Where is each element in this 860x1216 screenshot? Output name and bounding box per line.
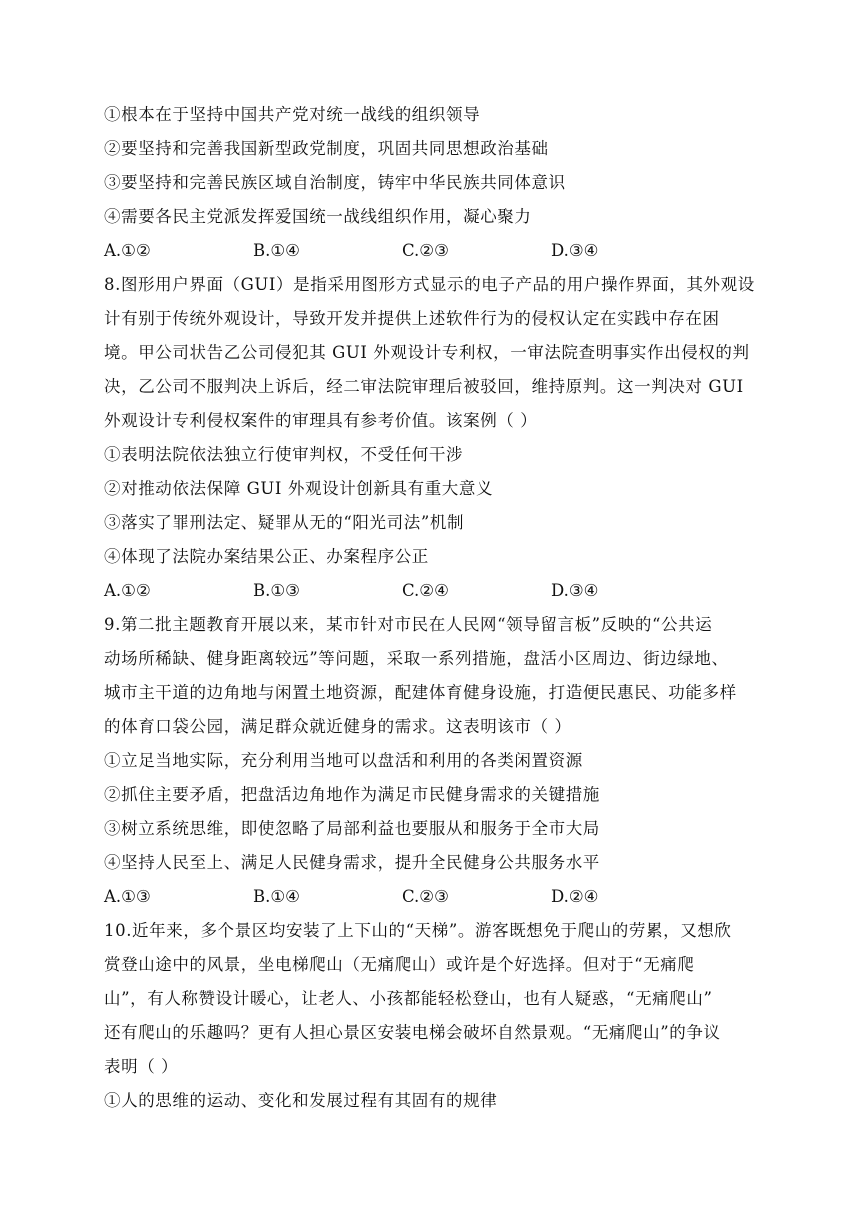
q9-stem-line-4: 的体育口袋公园，满足群众就近健身的需求。这表明该市（ ） bbox=[104, 717, 572, 736]
q9-option-a: A.①③ bbox=[104, 887, 151, 906]
q8-stem-line-1: 8.图形用户界面（GUI）是指采用图形方式显示的电子产品的用户操作界面，其外观设 bbox=[104, 275, 755, 294]
q8-stem-line-4: 决，乙公司不服判决上诉后，经二审法院审理后被驳回，维持原判。这一判决对 GUI bbox=[104, 377, 744, 396]
q8-statement-2: ②对推动依法保障 GUI 外观设计创新具有重大意义 bbox=[104, 479, 494, 498]
q8-option-d: D.③④ bbox=[551, 581, 599, 600]
q7-option-c: C.②③ bbox=[402, 241, 449, 260]
q9-statement-4: ④坚持人民至上、满足人民健身需求，提升全民健身公共服务水平 bbox=[104, 853, 600, 872]
q7-statement-4: ④需要各民主党派发挥爱国统一战线组织作用，凝心聚力 bbox=[104, 207, 532, 226]
q7-option-d: D.③④ bbox=[551, 241, 599, 260]
q8-options bbox=[104, 574, 776, 608]
q7-option-a: A.①② bbox=[104, 241, 151, 260]
q7-statement-2: ②要坚持和完善我国新型政党制度，巩固共同思想政治基础 bbox=[104, 139, 549, 158]
q9-statement-3: ③树立系统思维，即使忽略了局部利益也要服从和服务于全市大局 bbox=[104, 819, 600, 838]
q7-options bbox=[104, 234, 776, 268]
q8-option-c: C.②④ bbox=[402, 581, 449, 600]
q9-stem-line-3: 城市主干道的边角地与闲置土地资源，配建体育健身设施，打造便民惠民、功能多样 bbox=[104, 683, 737, 702]
q9-option-b: B.①④ bbox=[253, 887, 300, 906]
q8-statement-1: ①表明法院依法独立行使审判权，不受任何干涉 bbox=[104, 445, 464, 464]
q7-statement-3: ③要坚持和完善民族区域自治制度，铸牢中华民族共同体意识 bbox=[104, 173, 566, 192]
q8-option-b: B.①③ bbox=[253, 581, 300, 600]
q9-option-c: C.②③ bbox=[402, 887, 449, 906]
question-8 bbox=[104, 268, 776, 608]
q8-statement-4: ④体现了法院办案结果公正、办案程序公正 bbox=[104, 547, 429, 566]
q9-stem-line-1: 9.第二批主题教育开展以来，某市针对市民在人民网“领导留言板”反映的“公共运 bbox=[104, 615, 713, 634]
q9-statement-2: ②抓住主要矛盾，把盘活边角地作为满足市民健身需求的关键措施 bbox=[104, 785, 600, 804]
q10-stem-line-4: 还有爬山的乐趣吗？更有人担心景区安装电梯会破坏自然景观。“无痛爬山”的争议 bbox=[104, 1023, 721, 1042]
q10-stem-line-5: 表明（ ） bbox=[104, 1057, 179, 1076]
exam-content bbox=[104, 98, 776, 1118]
q10-statement-1: ①人的思维的运动、变化和发展过程有其固有的规律 bbox=[104, 1091, 498, 1110]
question-9 bbox=[104, 608, 776, 914]
q8-option-a: A.①② bbox=[104, 581, 151, 600]
q10-stem-line-3: 山”，有人称赞设计暖心，让老人、小孩都能轻松登山，也有人疑惑，“无痛爬山” bbox=[104, 989, 713, 1008]
q9-option-d: D.②④ bbox=[551, 887, 599, 906]
q7-statement-1: ①根本在于坚持中国共产党对统一战线的组织领导 bbox=[104, 105, 481, 124]
q7-option-b: B.①④ bbox=[253, 241, 300, 260]
q9-statement-1: ①立足当地实际，充分利用当地可以盘活和利用的各类闲置资源 bbox=[104, 751, 583, 770]
q9-options bbox=[104, 880, 776, 914]
question-10 bbox=[104, 914, 776, 1118]
q10-stem-line-1: 10.近年来，多个景区均安装了上下山的“天梯”。游客既想免于爬山的劳累，又想欣 bbox=[104, 921, 732, 940]
q8-stem-line-2: 计有别于传统外观设计，导致开发并提供上述软件行为的侵权认定在实践中存在困 bbox=[104, 309, 720, 328]
q8-stem-line-3: 境。甲公司状告乙公司侵犯其 GUI 外观设计专利权，一审法院查明事实作出侵权的判 bbox=[104, 343, 750, 362]
q8-statement-3: ③落实了罪刑法定、疑罪从无的“阳光司法”机制 bbox=[104, 513, 465, 532]
q9-stem-line-2: 动场所稀缺、健身距离较远”等问题，采取一系列措施，盘活小区周边、街边绿地、 bbox=[104, 649, 729, 668]
q10-stem-line-2: 赏登山途中的风景，坐电梯爬山（无痛爬山）或许是个好选择。但对于“无痛爬 bbox=[104, 955, 695, 974]
q8-stem-line-5: 外观设计专利侵权案件的审理具有参考价值。该案例（ ） bbox=[104, 411, 538, 430]
question-7 bbox=[104, 98, 776, 268]
